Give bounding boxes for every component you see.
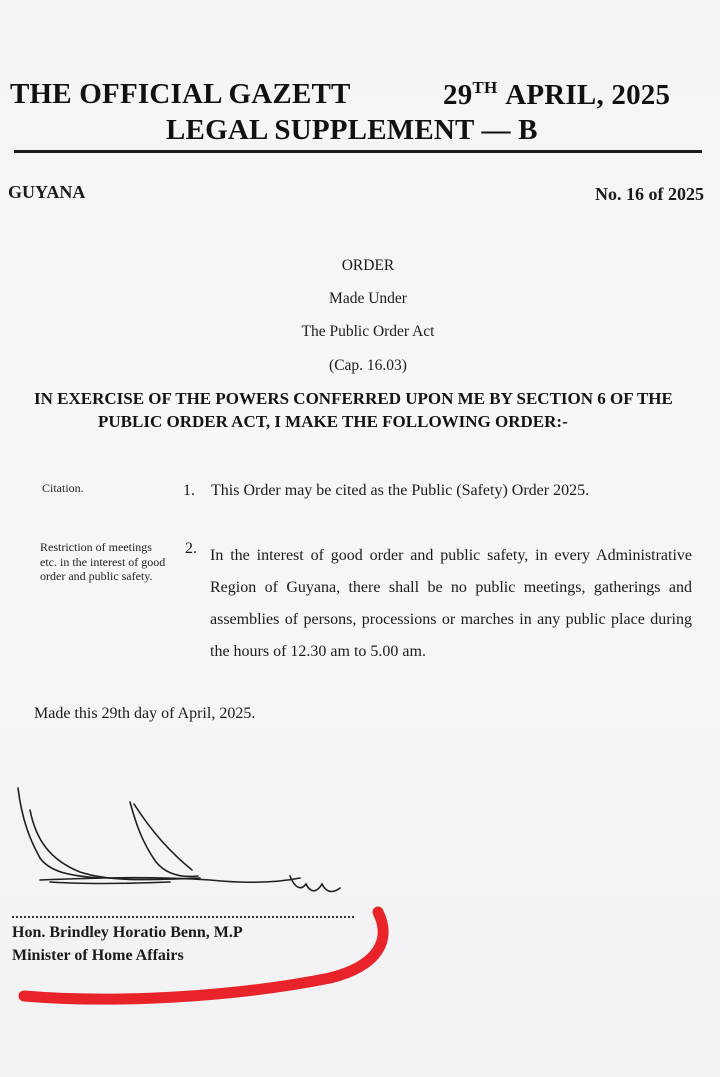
preamble-line-2: PUBLIC ORDER ACT, I MAKE THE FOLLOWING ORDER:- — [98, 412, 568, 431]
signatory-name: Hon. Brindley Horatio Benn, M.P — [12, 924, 243, 941]
made-under-label: Made Under — [329, 290, 407, 307]
clause-number: 1. — [183, 482, 195, 499]
made-date-line: Made this 29th day of April, 2025. — [34, 705, 256, 722]
gazette-title: THE OFFICIAL GAZETT — [10, 78, 351, 110]
gazette-date — [443, 78, 670, 112]
marginal-note-citation: Citation. — [42, 481, 84, 495]
red-marker-underline — [0, 900, 720, 1020]
country-label: GUYANA — [8, 182, 86, 202]
date-suffix: TH — [472, 78, 498, 97]
date-month-year: APRIL, 2025 — [505, 79, 671, 111]
legal-supplement-title: LEGAL SUPPLEMENT — B — [166, 114, 538, 146]
header-rule — [14, 150, 702, 153]
clause-text: In the interest of good order and public safety, in every Administrative Region of Guyana, there shall be no public meetings, gatherings and assemblies of persons, processions or marches in any public place during the hours of 12.30 am to 5.00 am. — [210, 547, 692, 660]
handwritten-signature — [10, 780, 350, 920]
signatory-title: Minister of Home Affairs — [12, 947, 184, 964]
act-chapter: (Cap. 16.03) — [329, 357, 407, 374]
order-number: No. 16 of 2025 — [595, 184, 704, 204]
date-day: 29 — [443, 79, 473, 111]
preamble-line-1: IN EXERCISE OF THE POWERS CONFERRED UPON ME BY SECTION 6 OF THE — [34, 389, 673, 408]
act-name: The Public Order Act — [301, 323, 435, 340]
marginal-note-restriction: Restriction of meetings etc. in the interest of good order and public safety. — [40, 540, 166, 583]
order-heading: ORDER — [341, 257, 395, 274]
clause-number: 2. — [185, 540, 197, 557]
clause-text: This Order may be cited as the Public (Safety) Order 2025. — [211, 482, 590, 499]
